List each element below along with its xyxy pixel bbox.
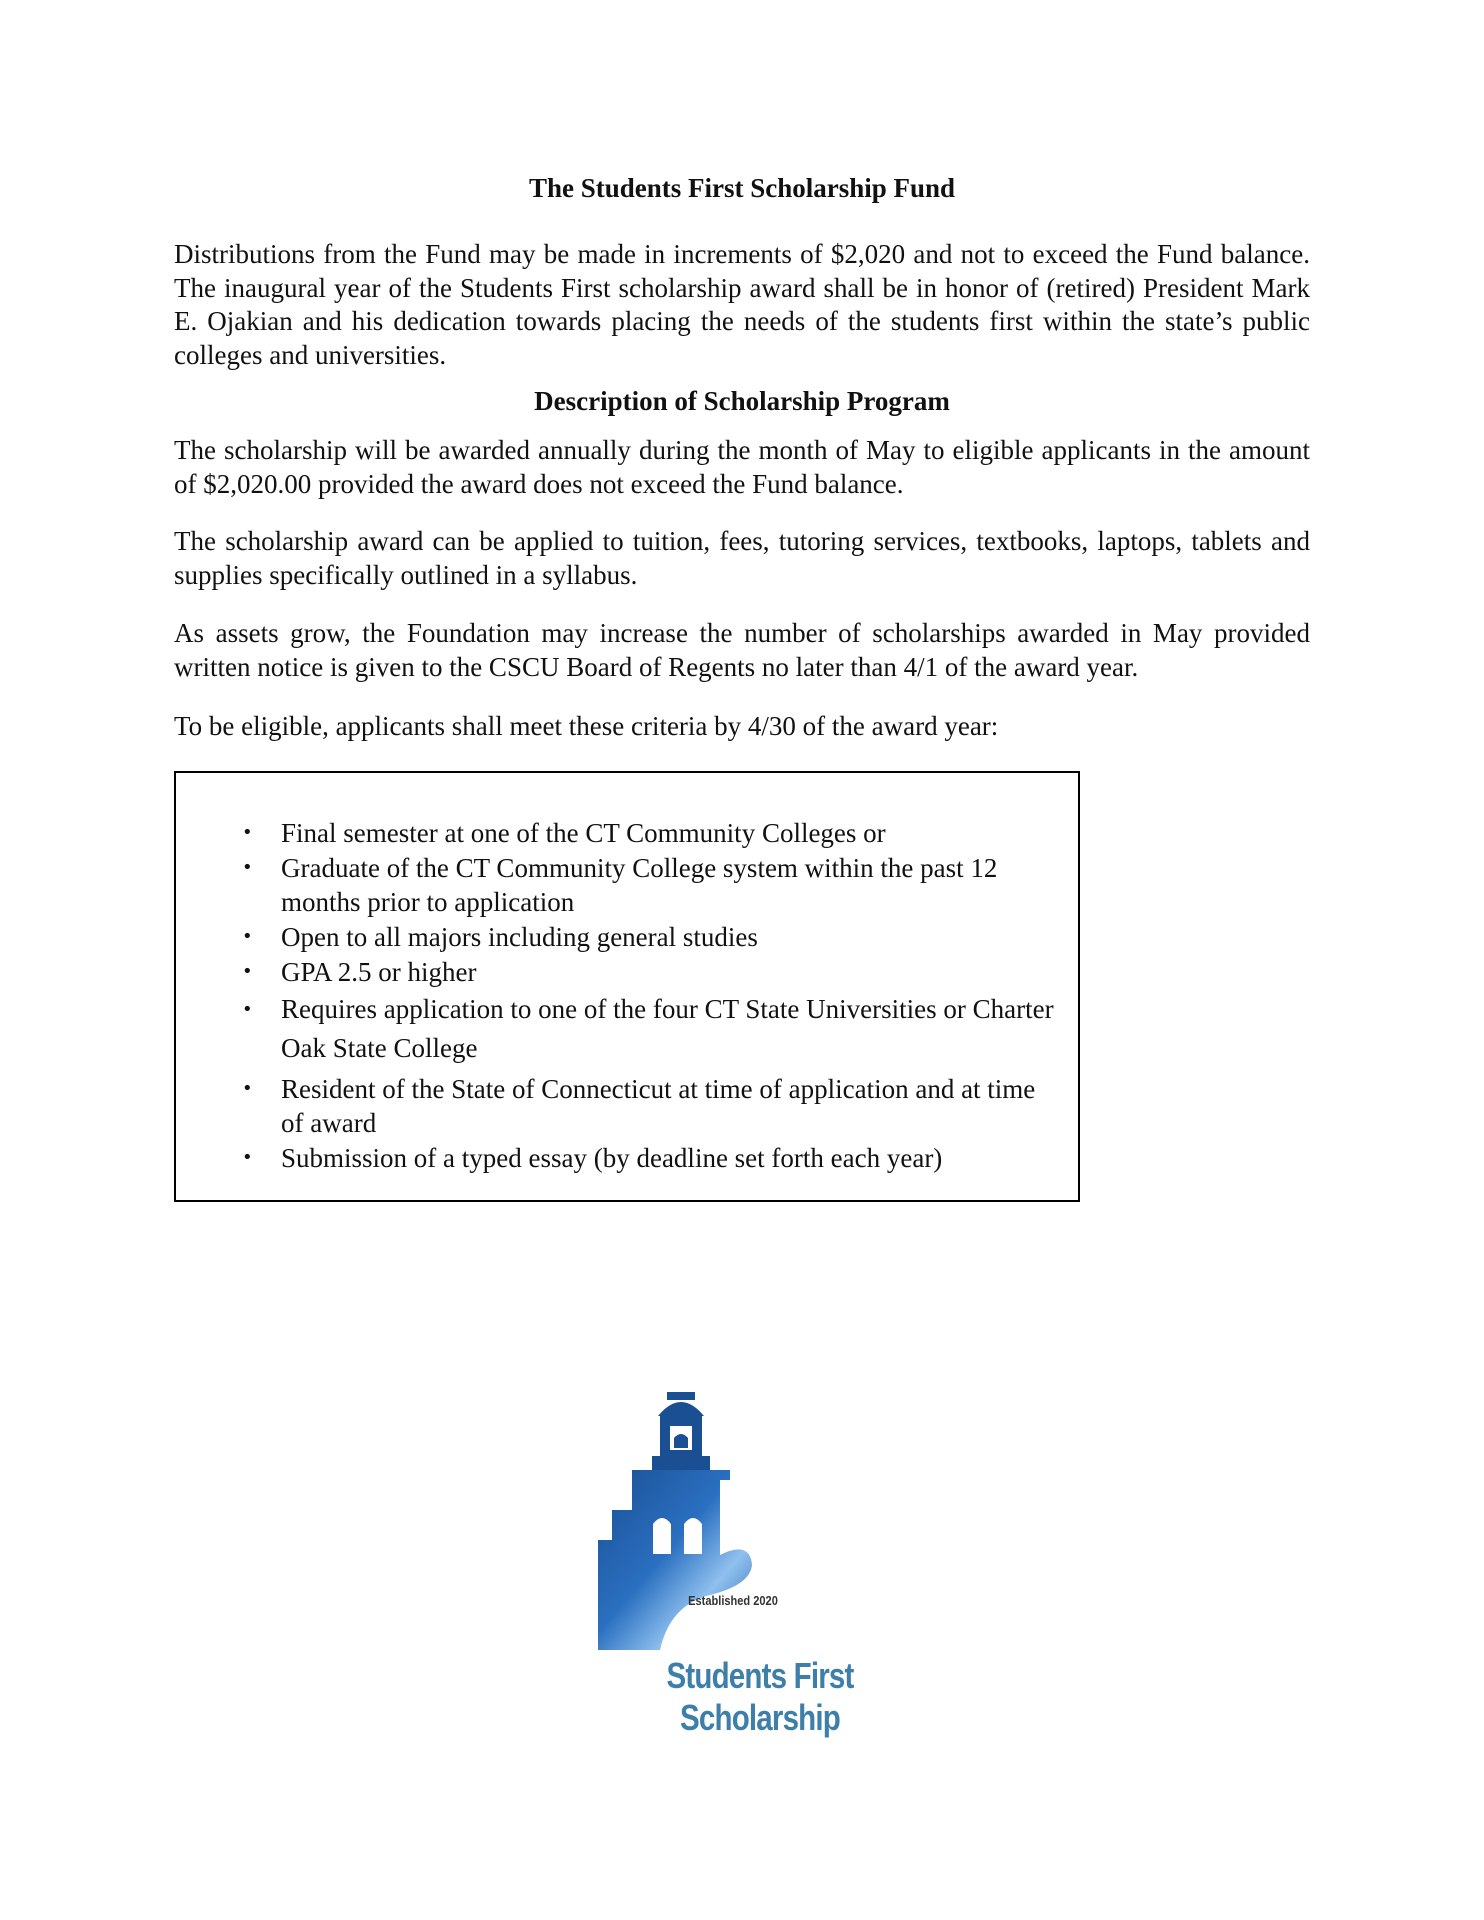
paragraph-award-usage: The scholarship award can be applied to tuition, fees, tutoring services, textbooks, laptops, tablets and supplies specifically outlined in a syllabus. [174,526,1310,590]
list-item [176,920,1078,954]
intro-paragraph: Distributions from the Fund may be made in increments of $2,020 and not to exceed the Fund balance. The inaugural year of the Students First scholarship award shall be in honor of (retired) President Mark E. Ojakian and his dedication towards placing the needs of the students first within the state’s public colleges and universities. [174,239,1310,370]
criterion-text: Resident of the State of Connecticut at time of application and at time of award [281,1074,1036,1138]
logo-established-text: Established 2020 [688,1593,778,1608]
paragraph-assets-growth: As assets grow, the Foundation may increase the number of scholarships awarded in May provided written notice is given to the CSCU Board of Regents no later than 4/1 of the award year. [174,618,1310,682]
list-item [176,816,1078,850]
scholarship-logo [560,1380,960,1738]
criterion-text: Submission of a typed essay (by deadline set forth each year) [281,1143,943,1173]
criterion-text: Final semester at one of the CT Community Colleges or [281,818,886,848]
eligibility-criteria-list [176,816,1078,1176]
criterion-text: GPA 2.5 or higher [281,957,477,987]
eligibility-criteria-box [174,771,1080,1202]
section-heading: Description of Scholarship Program [534,386,950,416]
list-item [176,851,1078,919]
bullet-icon: • [242,999,253,1020]
criterion-text: Graduate of the CT Community College system within the past 12 months prior to application [281,853,998,917]
bullet-icon: • [242,926,253,947]
criterion-text: Open to all majors including general studies [281,922,758,952]
list-item [176,1141,1078,1175]
bullet-icon: • [242,961,253,982]
paragraph-eligibility-intro: To be eligible, applicants shall meet these criteria by 4/30 of the award year: [174,711,999,741]
bullet-icon: • [242,822,253,843]
bullet-icon: • [242,1078,253,1099]
document-title: The Students First Scholarship Fund [528,173,956,203]
paragraph-award-amount: The scholarship will be awarded annually during the month of May to eligible applicants in the amount of $2,020.00 provided the award does not exceed the Fund balance. [174,435,1310,499]
bullet-icon: • [242,1147,253,1168]
bullet-icon: • [242,857,253,878]
bell-tower-icon [560,1380,960,1650]
logo-name: Students First Scholarship [666,1655,854,1738]
criterion-text: Requires application to one of the four CT State Universities or Charter Oak State College [281,994,1054,1063]
list-item [176,1072,1078,1140]
list-item [176,990,1078,1068]
list-item [176,955,1078,989]
